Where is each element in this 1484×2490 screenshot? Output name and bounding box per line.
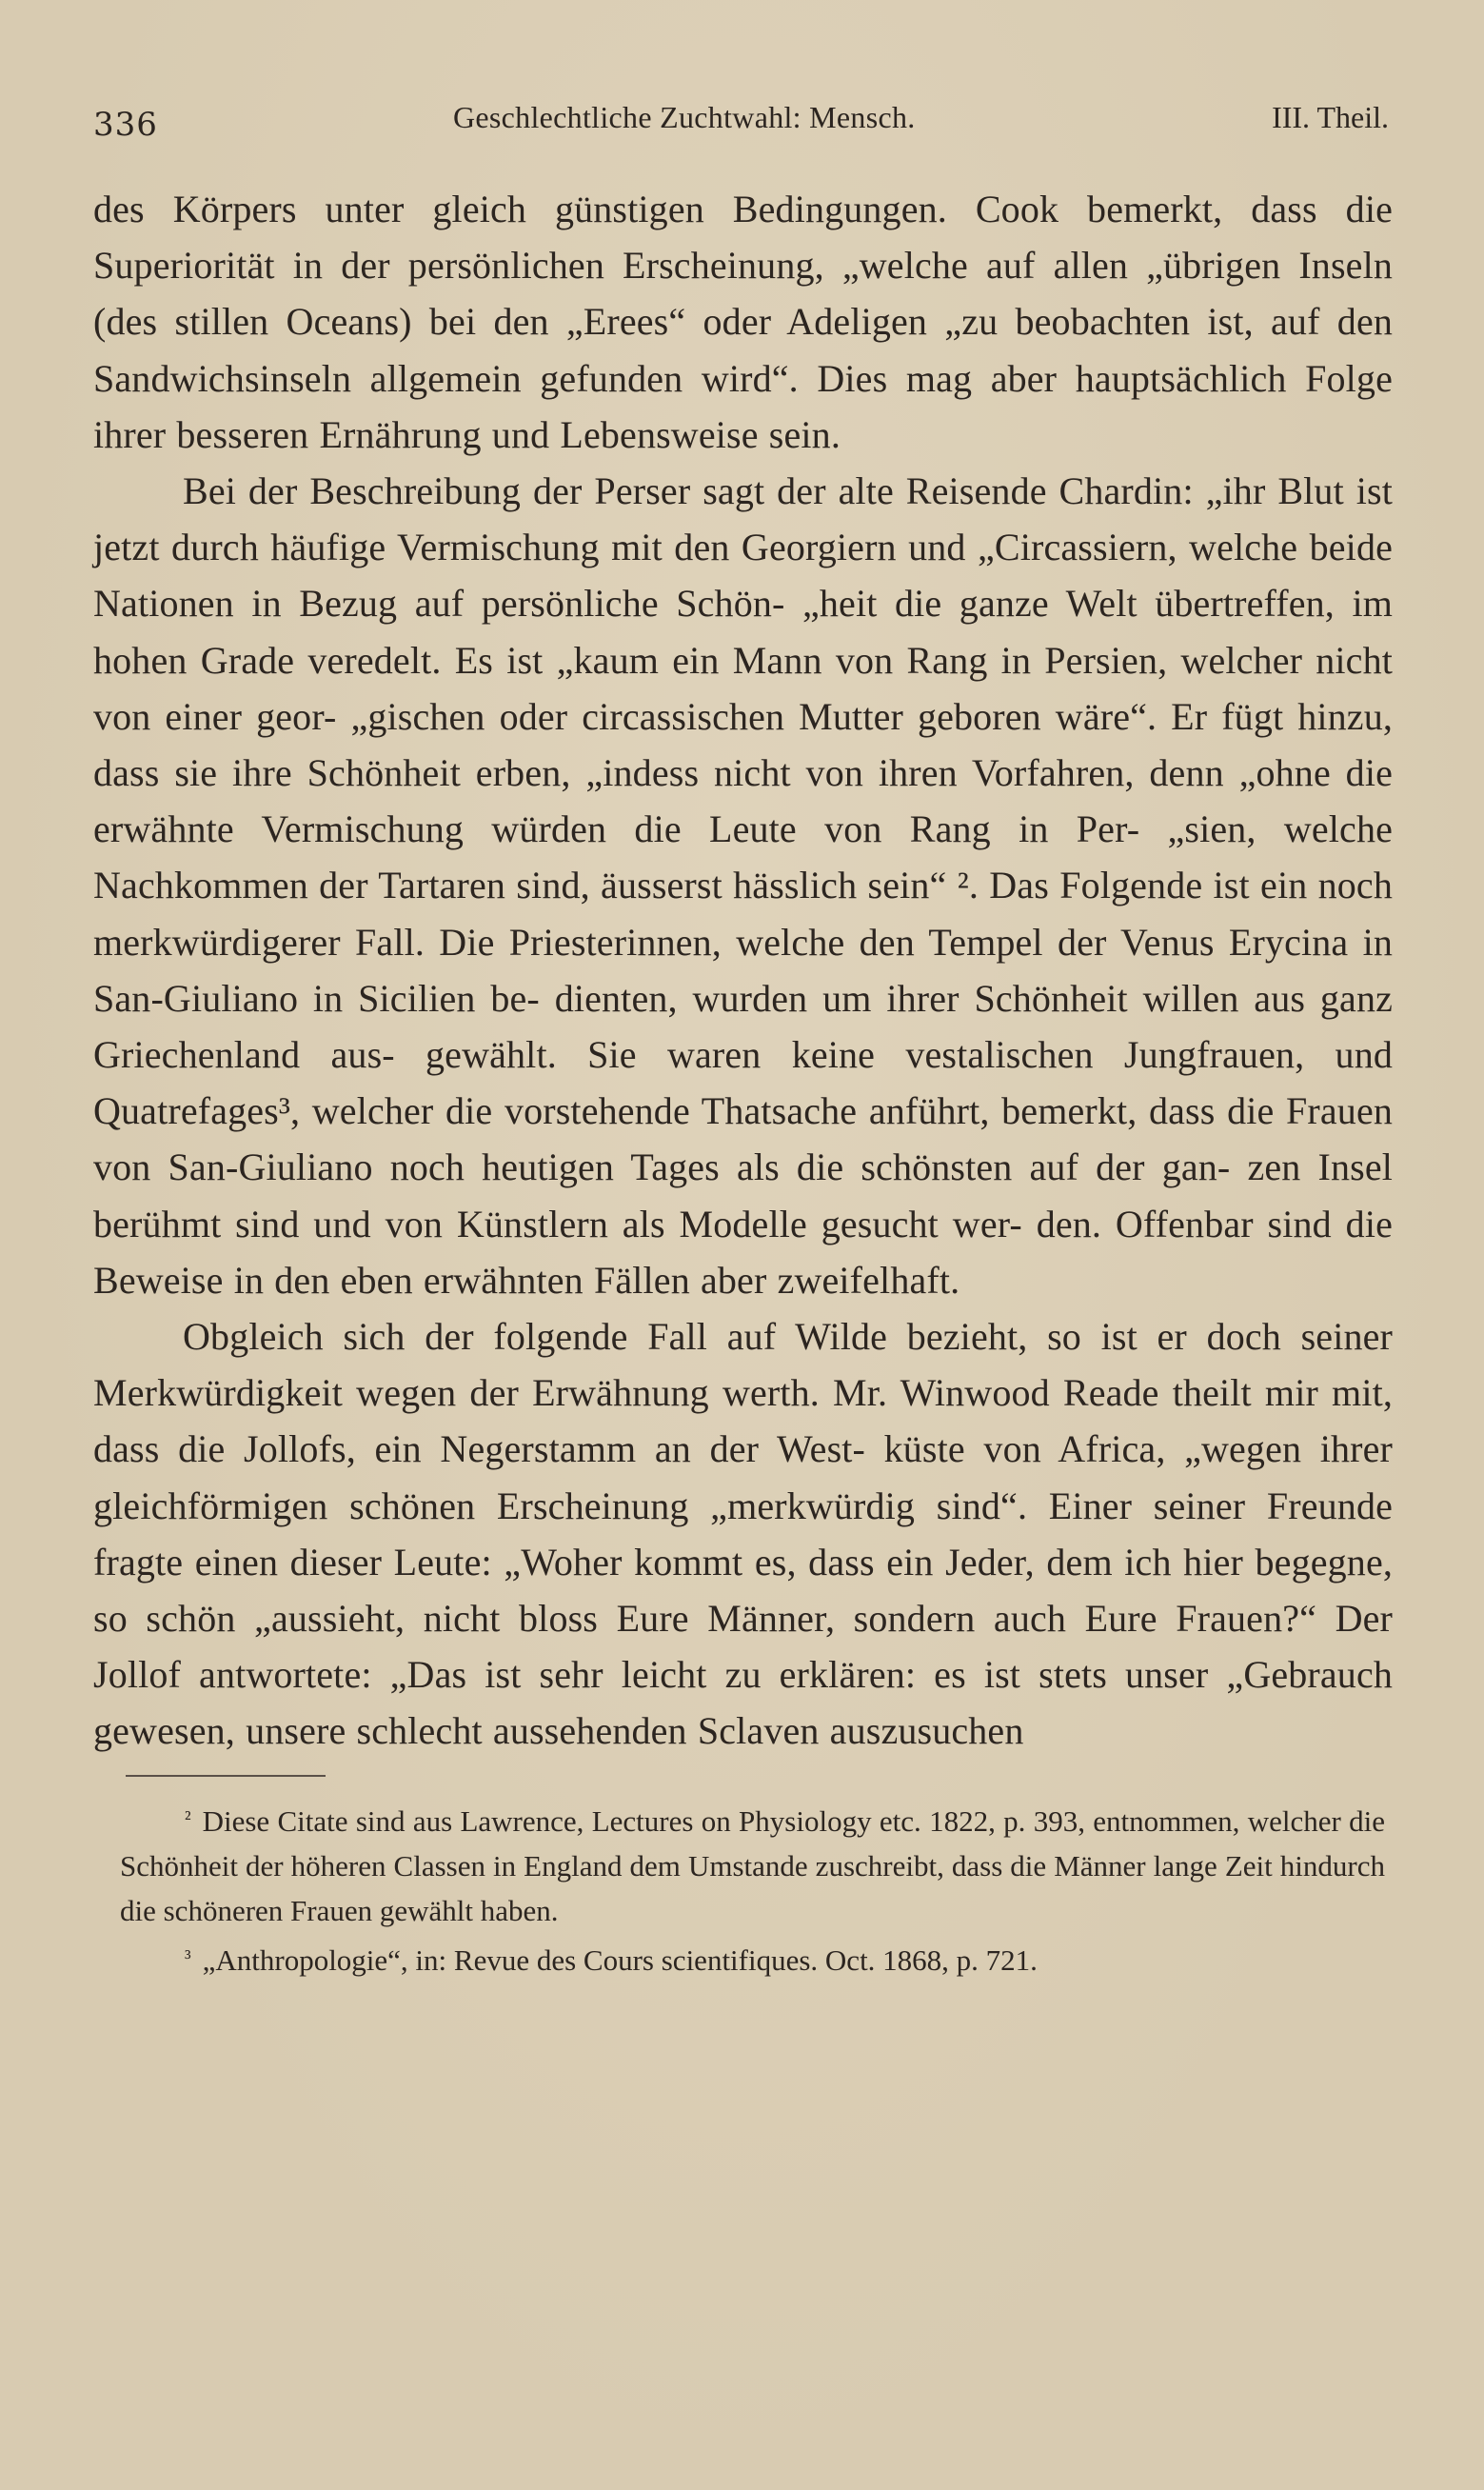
- paragraph-3: Obgleich sich der folgende Fall auf Wilde bezieht, so ist er doch seiner Merkwürdigkeit wegen der Erwähnung werth. Mr. Winwood Reade theilt mir mit, dass die Jollofs, ein Negerstamm an der West- küste von Africa, „wegen ihrer gleichförmigen schönen Erscheinung „merkwürdig sind“. Einer seiner Freunde fragte einen dieser Leute: „Woher kommt es, dass ein Jeder, dem ich hier begegne, so schön „aussieht, nicht bloss Eure Männer, sondern auch Eure Frauen?“ Der Jollof antwortete: „Das ist sehr leicht zu erklären: es ist stets unser „Gebrauch gewesen, unsere schlecht aussehenden Sclaven auszusuchen: [93, 1315, 1393, 1753]
- paragraph-1: des Körpers unter gleich günstigen Bedingungen. Cook bemerkt, dass die Superiorität in der persönlichen Erscheinung, „welche auf allen „übrigen Inseln (des stillen Oceans) bei den „Erees“ oder Adeligen „zu beobachten ist, auf den Sandwichsinseln allgemein gefunden wird“. Dies mag aber hauptsächlich Folge ihrer besseren Ernährung und Lebensweise sein.: [93, 188, 1393, 456]
- footnotes: [93, 1796, 1393, 1982]
- footnote-rule: [126, 1775, 326, 1777]
- footnote-2-text: Diese Citate sind aus Lawrence, Lectures on Physiology etc. 1822, p. 393, entnommen, welcher die Schönheit der höheren Classen in England dem Umstande zuschreibt, dass die Männer lange Zeit hindurch die schöneren Frauen gewählt haben.: [120, 1803, 1385, 1927]
- body-text: [93, 181, 1393, 1760]
- running-head: [93, 93, 1393, 144]
- footnote-3-text: „Anthropologie“, in: Revue des Cours scientifiques. Oct. 1868, p. 721.: [202, 1942, 1038, 1977]
- footnote-3-mark: ³: [185, 1944, 191, 1969]
- footnote-2-mark: ²: [185, 1805, 191, 1830]
- part-label: III. Theil.: [1272, 100, 1389, 134]
- running-title: Geschlechtliche Zuchtwahl: Mensch.: [453, 100, 916, 134]
- paragraph-2: Bei der Beschreibung der Perser sagt der alte Reisende Chardin: „ihr Blut ist jetzt durch häufige Vermischung mit den Georgiern und „Circassiern, welche beide Nationen in Bezug auf persönliche Schön- „heit die ganze Welt übertreffen, im hohen Grade veredelt. Es ist „kaum ein Mann von Rang in Persien, welcher nicht von einer geor- „gischen oder circassischen Mutter geboren wäre“. Er fügt hinzu, dass sie ihre Schönheit erben, „indess nicht von ihren Vorfahren, denn „ohne die erwähnte Vermischung würden die Leute von Rang in Per- „sien, welche Nachkommen der Tartaren sind, äusserst hässlich sein“ ². Das Folgende ist ein noch merkwürdigerer Fall. Die Priesterinnen, welche den Tempel der Venus Erycina in San-Giuliano in Sicilien be- dienten, wurden um ihrer Schönheit willen aus ganz Griechenland aus- gewählt. Sie waren keine vestalischen Jungfrauen, und Quatrefages³, welcher die vorstehende Thatsache anführt, bemerkt, dass die Frauen von San-Giuliano noch heutigen Tages als die schönsten auf der gan- zen Insel berühmt sind und von Künstlern als Modelle gesucht wer- den. Offenbar sind die Beweise in den eben erwähnten Fällen aber zweifelhaft.: [93, 469, 1393, 1302]
- page-number: 336: [93, 106, 158, 144]
- footnote-2: [120, 1796, 1385, 1933]
- footnote-3: [120, 1935, 1385, 1982]
